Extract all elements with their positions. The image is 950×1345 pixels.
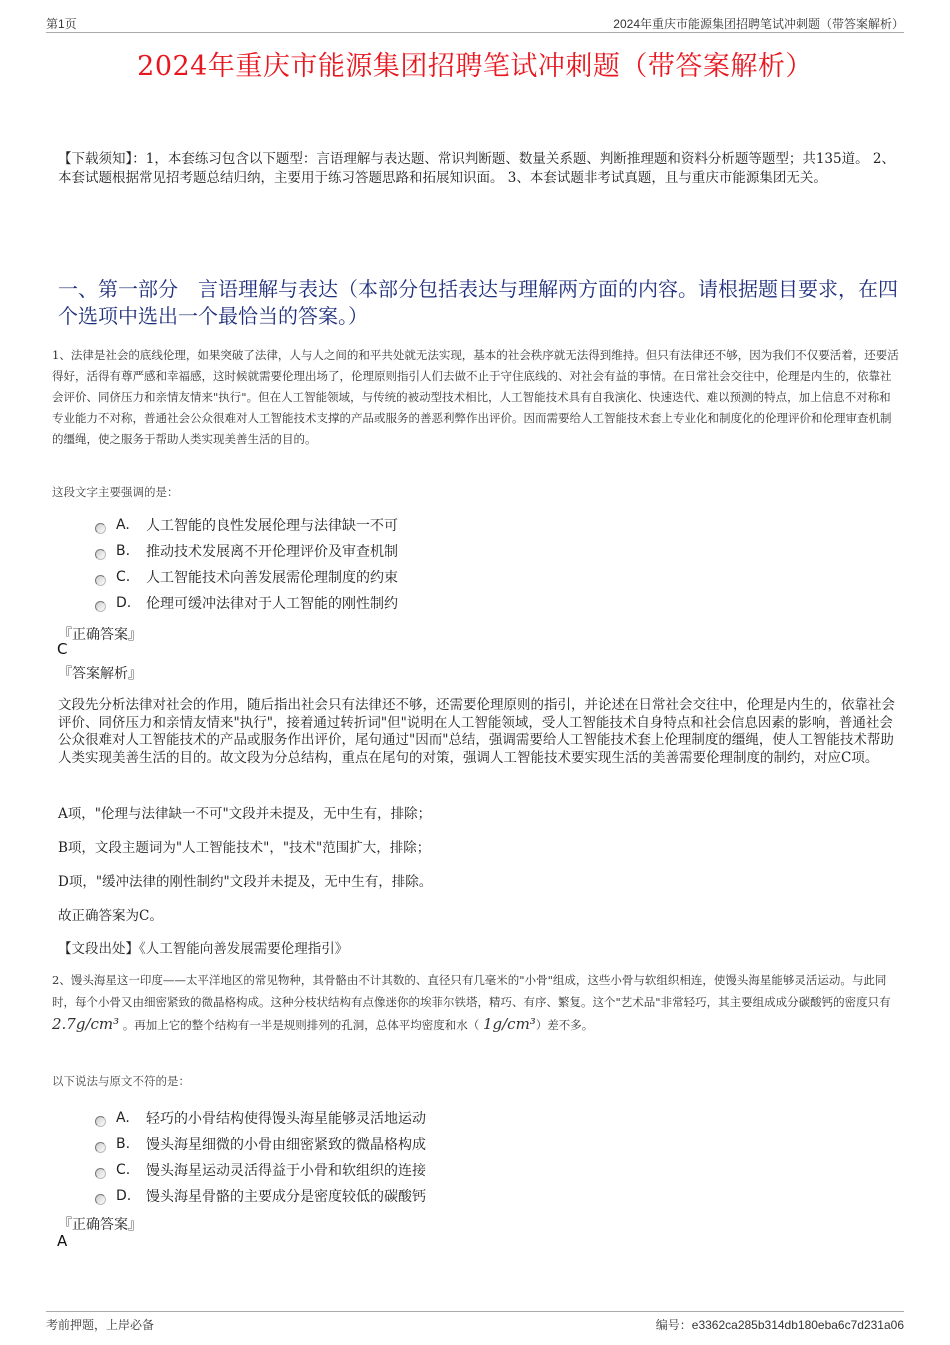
text-source: 【文段出处】《人工智能向善发展需要伦理指引》 [58,941,349,957]
conclusion: 故正确答案为C。 [58,908,163,924]
question-2-options [95,1105,426,1209]
option-d[interactable]: D. 伦理可缓冲法律对于人工智能的刚性制约 [95,590,398,616]
answer-analysis: 文段先分析法律对社会的作用，随后指出社会只有法律还不够，还需要伦理原则的指引，并论述在日常社会交往中，伦理是内生的，依靠社会评价、同侪压力和亲情友情来"执行"，接着通过转折词"但"说明在人工智能领域，受人工智能技术自身特点和社会信息因素的影响，普通社会公众很难对人工智能技术的产品或服务作出评价，尾句通过"因而"总结，强调需要给人工智能技术套上伦理制度的缰绳，使人工智能技术帮助人类实现美善生活的目的。故文段为分总结构，重点在尾句的对策，强调人工智能技术要实现生活的美善需要伦理制度的制约，对应C项。 [58,697,895,766]
radio-button[interactable] [95,1168,106,1179]
water-density-formula: 1g/cm³ [482,1015,536,1033]
option-c[interactable]: C. 馒头海星运动灵活得益于小骨和软组织的连接 [95,1157,426,1183]
radio-button[interactable] [95,601,106,612]
correct-answer-label: 『正确答案』 [58,1217,142,1233]
correct-answer: C [57,640,68,658]
download-notice: 【下载须知】：1，本套练习包含以下题型：言语理解与表达题、常识判断题、数量关系题、判断推理题和资料分析题等题型；共135道。 2、本套试题根据常见招考题总结归纳，主要用于练习答题思路和拓展知识面。 3、本套试题非考试真题，且与重庆市能源集团无关。 [58,151,895,186]
density-formula: 2.7g/cm³ [52,1015,120,1033]
radio-button[interactable] [95,549,106,560]
option-a[interactable]: A. 人工智能的良性发展伦理与法律缺一不可 [95,512,398,538]
footer-slogan: 考前押题，上岸必备 [46,1318,155,1332]
elimination-b: B项，文段主题词为"人工智能技术"，"技术"范围扩大，排除； [58,840,431,856]
question-1-prompt: 这段文字主要强调的是： [52,485,179,499]
option-d[interactable]: D. 馒头海星骨骼的主要成分是密度较低的碳酸钙 [95,1183,426,1209]
correct-answer-label: 『正确答案』 [58,627,142,643]
question-1-options [95,512,398,616]
page-header [46,12,904,33]
page-footer [46,1311,904,1334]
option-c[interactable]: C. 人工智能技术向善发展需伦理制度的约束 [95,564,398,590]
radio-button[interactable] [95,1194,106,1205]
elimination-a: A项，"伦理与法律缺一不可"文段并未提及，无中生有，排除； [58,806,432,822]
serial-number: 编号：e3362ca285b314db180eba6c7d231a06 [655,1318,904,1332]
section-heading: 一、第一部分 言语理解与表达（本部分包括表达与理解两方面的内容。请根据题目要求，在四个选项中选出一个最恰当的答案。） [58,277,898,328]
correct-answer: A [57,1232,68,1250]
question-2-prompt: 以下说法与原文不符的是： [52,1074,190,1088]
running-title: 2024年重庆市能源集团招聘笔试冲刺题（带答案解析） [613,17,904,31]
option-a[interactable]: A. 轻巧的小骨结构使得馒头海星能够灵活地运动 [95,1105,426,1131]
option-b[interactable]: B. 馒头海星细微的小骨由细密紧致的微晶格构成 [95,1131,426,1157]
question-1-stem: 1、法律是社会的底线伦理，如果突破了法律，人与人之间的和平共处就无法实现，基本的社会秩序就无法得到维持。但只有法律还不够，因为我们不仅要活着，还要活得好，活得有尊严感和幸福感，这时候就需要伦理出场了，伦理原则指引人们去做不止于守住底线的、对社会有益的事情。在日常社会交往中，伦理是内生的，依靠社会评价、同侪压力和亲情友情来"执行"。但在人工智能领域，与传统的被动型技术相比，人工智能技术具有自我演化、快速迭代、难以预测的特点，加上信息不对称和专业能力不对称，普通社会公众很难对人工智能技术支撑的产品或服务的善恶利弊作出评价。因而需要给人工智能技术套上专业化和制度化的伦理评价和伦理审查机制的缰绳，使之服务于帮助人类实现美善生活的目的。 [52,348,899,446]
radio-button[interactable] [95,1142,106,1153]
radio-button[interactable] [95,523,106,534]
elimination-d: D项，"缓冲法律的刚性制约"文段并未提及，无中生有，排除。 [58,874,433,890]
question-2-stem: 2、馒头海星这一印度——太平洋地区的常见物种，其骨骼由不计其数的、直径只有几毫米的"小骨"组成，这些小骨与软组织相连，使馒头海星能够灵活运动。与此同时，每个小骨又由细密紧致的微晶格构成。这种分枝状结构有点像迷你的埃菲尔铁塔，精巧、有序、繁复。这个"艺术品"非常轻巧，其主要组成成分碳酸钙的密度只有 2.7g/cm³ 。再加上它的整个结构有一半是规则排列的孔洞，总体平均密度和水（ 1g/cm³）差不多。 [52,973,891,1033]
page-number: 第1页 [46,17,77,31]
option-b[interactable]: B. 推动技术发展离不开伦理评价及审查机制 [95,538,398,564]
radio-button[interactable] [95,1116,106,1127]
analysis-label: 『答案解析』 [58,666,142,682]
document-title: 2024年重庆市能源集团招聘笔试冲刺题（带答案解析） [137,51,813,82]
radio-button[interactable] [95,575,106,586]
